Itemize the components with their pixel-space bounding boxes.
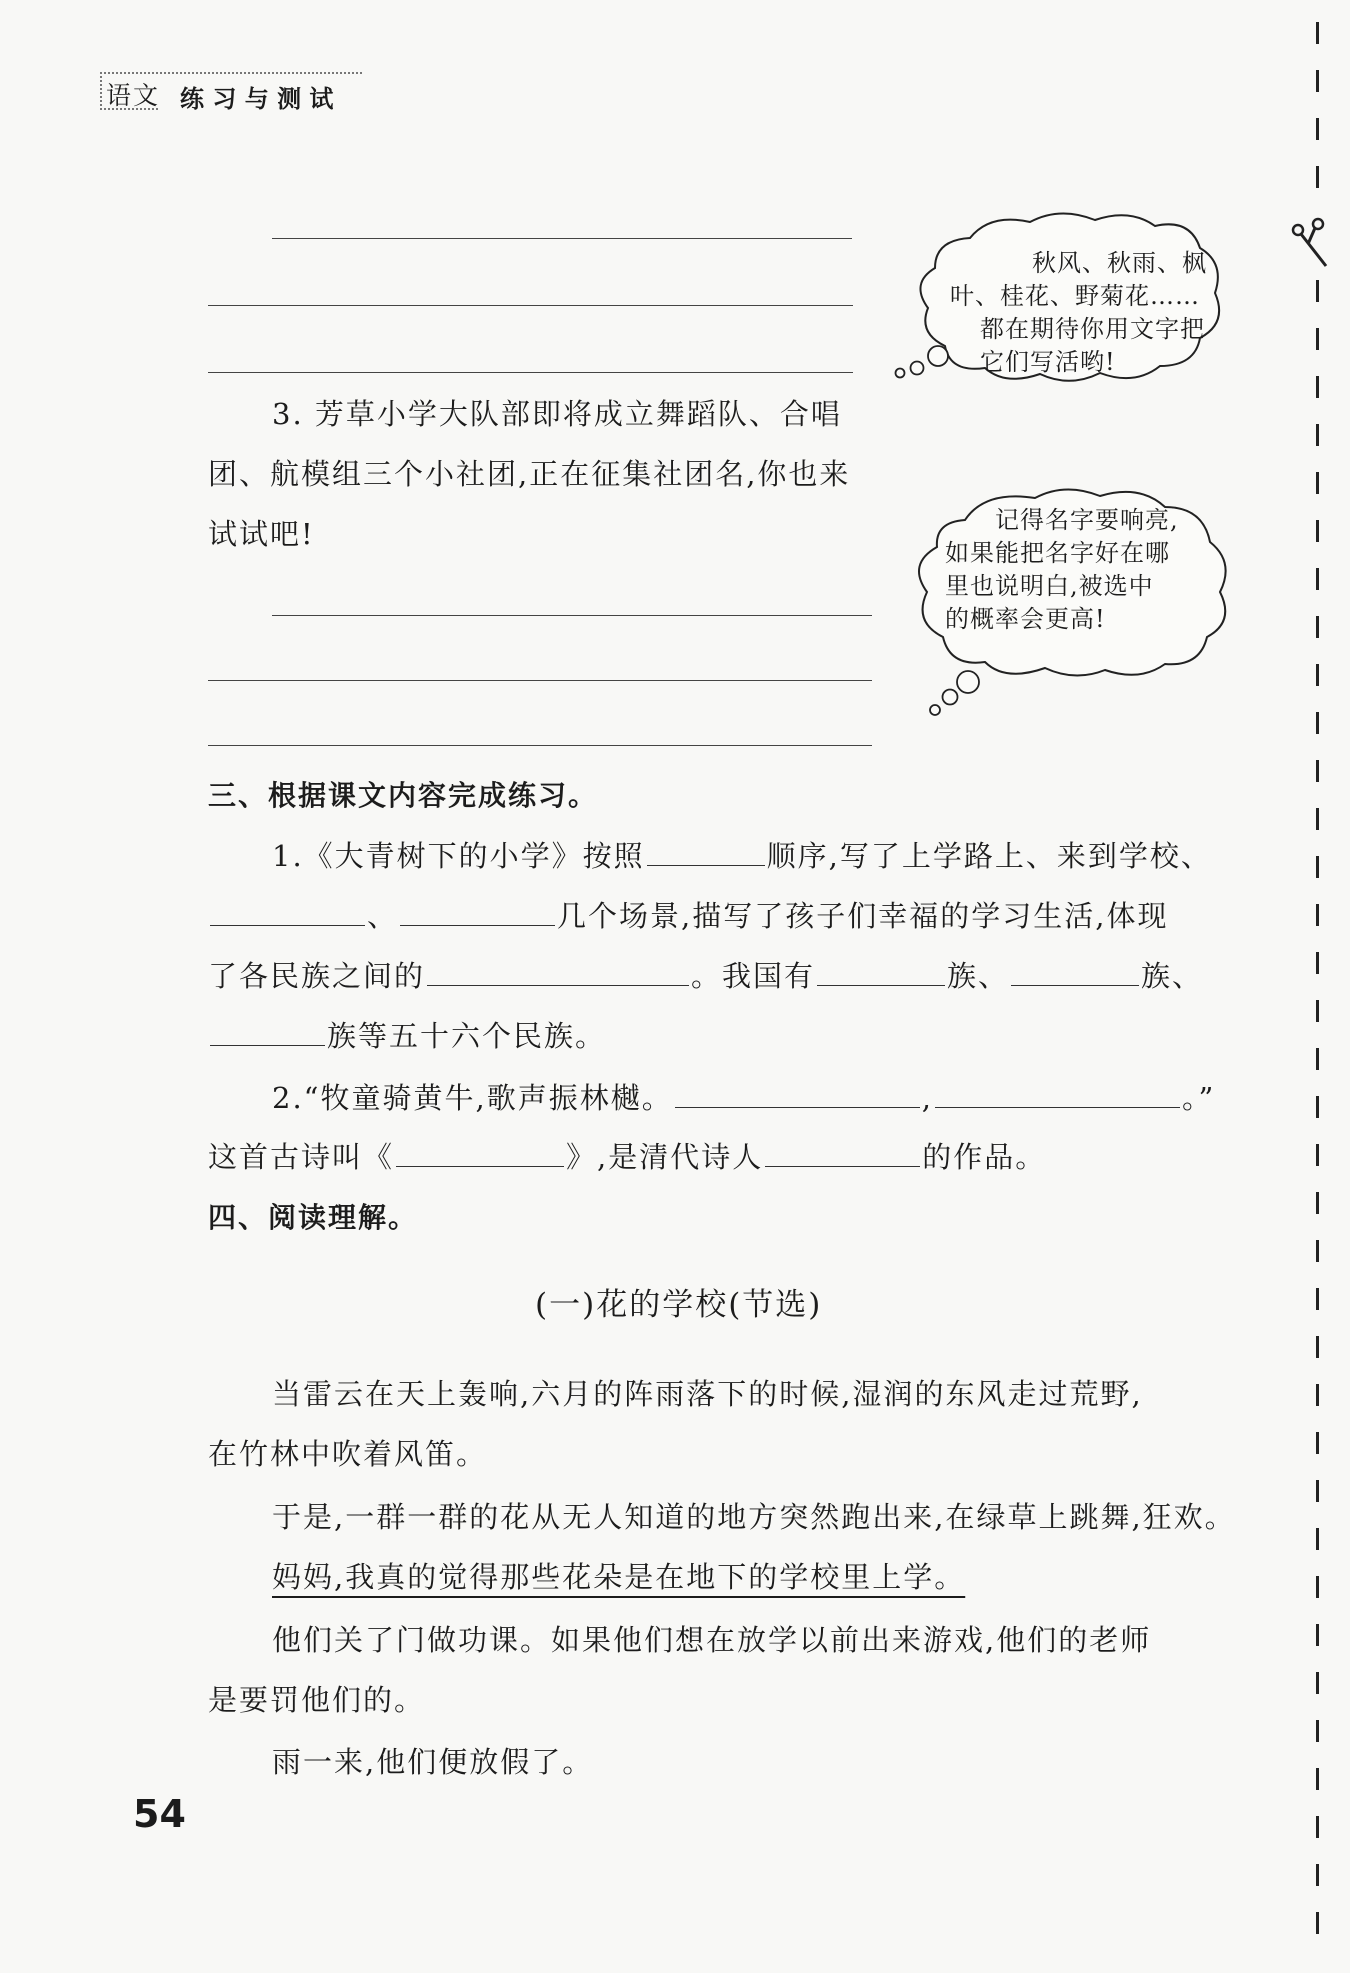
passage-p5: 雨一来,他们便放假了。 bbox=[272, 1745, 594, 1779]
fill-blank[interactable] bbox=[647, 864, 765, 866]
s3-q1-line-2: 、 几个场景,描写了孩子们幸福的学习生活,体现 bbox=[208, 902, 1168, 931]
q3-line-1: 3. 芳草小学大队部即将成立舞蹈队、合唱 bbox=[272, 397, 842, 431]
passage-title: (一)花的学校(节选) bbox=[535, 1287, 823, 1323]
answer-line[interactable] bbox=[208, 680, 872, 681]
fill-blank[interactable] bbox=[935, 1106, 1180, 1108]
answer-line[interactable] bbox=[208, 372, 853, 373]
fill-blank[interactable] bbox=[765, 1165, 920, 1167]
passage-p1-line-2: 在竹林中吹着风笛。 bbox=[208, 1437, 488, 1471]
answer-line[interactable] bbox=[272, 615, 872, 616]
s3-q1-line-3: 了各民族之间的 。我国有 族、 族、 bbox=[208, 959, 1204, 993]
passage-p4-line-2: 是要罚他们的。 bbox=[208, 1683, 426, 1717]
s3-q2-line-1: 2.“牧童骑黄牛,歌声振林樾。 , 。” bbox=[272, 1081, 1216, 1115]
header-book-title: 练 习 与 测 试 bbox=[180, 85, 334, 113]
passage-p2: 于是,一群一群的花从无人知道的地方突然跑出来,在绿草上跳舞,狂欢。 bbox=[272, 1500, 1236, 1534]
passage-p1-line-1: 当雷云在天上轰响,六月的阵雨落下的时候,湿润的东风走过荒野, bbox=[272, 1377, 1143, 1411]
fill-blank[interactable] bbox=[817, 984, 945, 986]
fill-blank[interactable] bbox=[427, 984, 689, 986]
passage-p4-line-1: 他们关了门做功课。如果他们想在放学以前出来游戏,他们的老师 bbox=[272, 1623, 1152, 1657]
s3-q1-line-4: 族等五十六个民族。 bbox=[208, 1022, 606, 1051]
section-3-title: 三、根据课文内容完成练习。 bbox=[208, 779, 599, 812]
answer-line[interactable] bbox=[208, 745, 872, 746]
passage-p3-underlined: 妈妈,我真的觉得那些花朵是在地下的学校里上学。 bbox=[272, 1560, 966, 1594]
fill-blank[interactable] bbox=[400, 924, 555, 926]
q3-line-3: 试试吧! bbox=[208, 517, 315, 551]
header-subject: 语文 bbox=[106, 81, 161, 110]
q3-line-2: 团、航模组三个小社团,正在征集社团名,你也来 bbox=[208, 457, 851, 491]
scissors-icon bbox=[1288, 212, 1336, 272]
page-number: 54 bbox=[133, 1792, 186, 1836]
fill-blank[interactable] bbox=[210, 1044, 325, 1046]
s3-q1-line-1: 1.《大青树下的小学》按照 顺序,写了上学路上、来到学校、 bbox=[272, 839, 1212, 873]
answer-line[interactable] bbox=[272, 238, 852, 239]
fill-blank[interactable] bbox=[675, 1106, 920, 1108]
fill-blank[interactable] bbox=[1011, 984, 1139, 986]
answer-line[interactable] bbox=[208, 305, 853, 306]
bubble-text-autumn: 秋风、秋雨、枫 叶、桂花、野菊花…… 都在期待你用文字把 它们写活哟! bbox=[950, 249, 1207, 376]
header-dotted-line bbox=[100, 72, 362, 74]
s3-q2-line-2: 这首古诗叫《 》,是清代诗人 的作品。 bbox=[208, 1140, 1047, 1174]
fill-blank[interactable] bbox=[210, 924, 365, 926]
section-4-title: 四、阅读理解。 bbox=[208, 1201, 419, 1234]
header bbox=[100, 68, 370, 113]
bubble-text-name-tip: 记得名字要响亮, 如果能把名字好在哪 里也说明白,被选中 的概率会更高! bbox=[945, 506, 1179, 633]
fill-blank[interactable] bbox=[396, 1165, 564, 1167]
